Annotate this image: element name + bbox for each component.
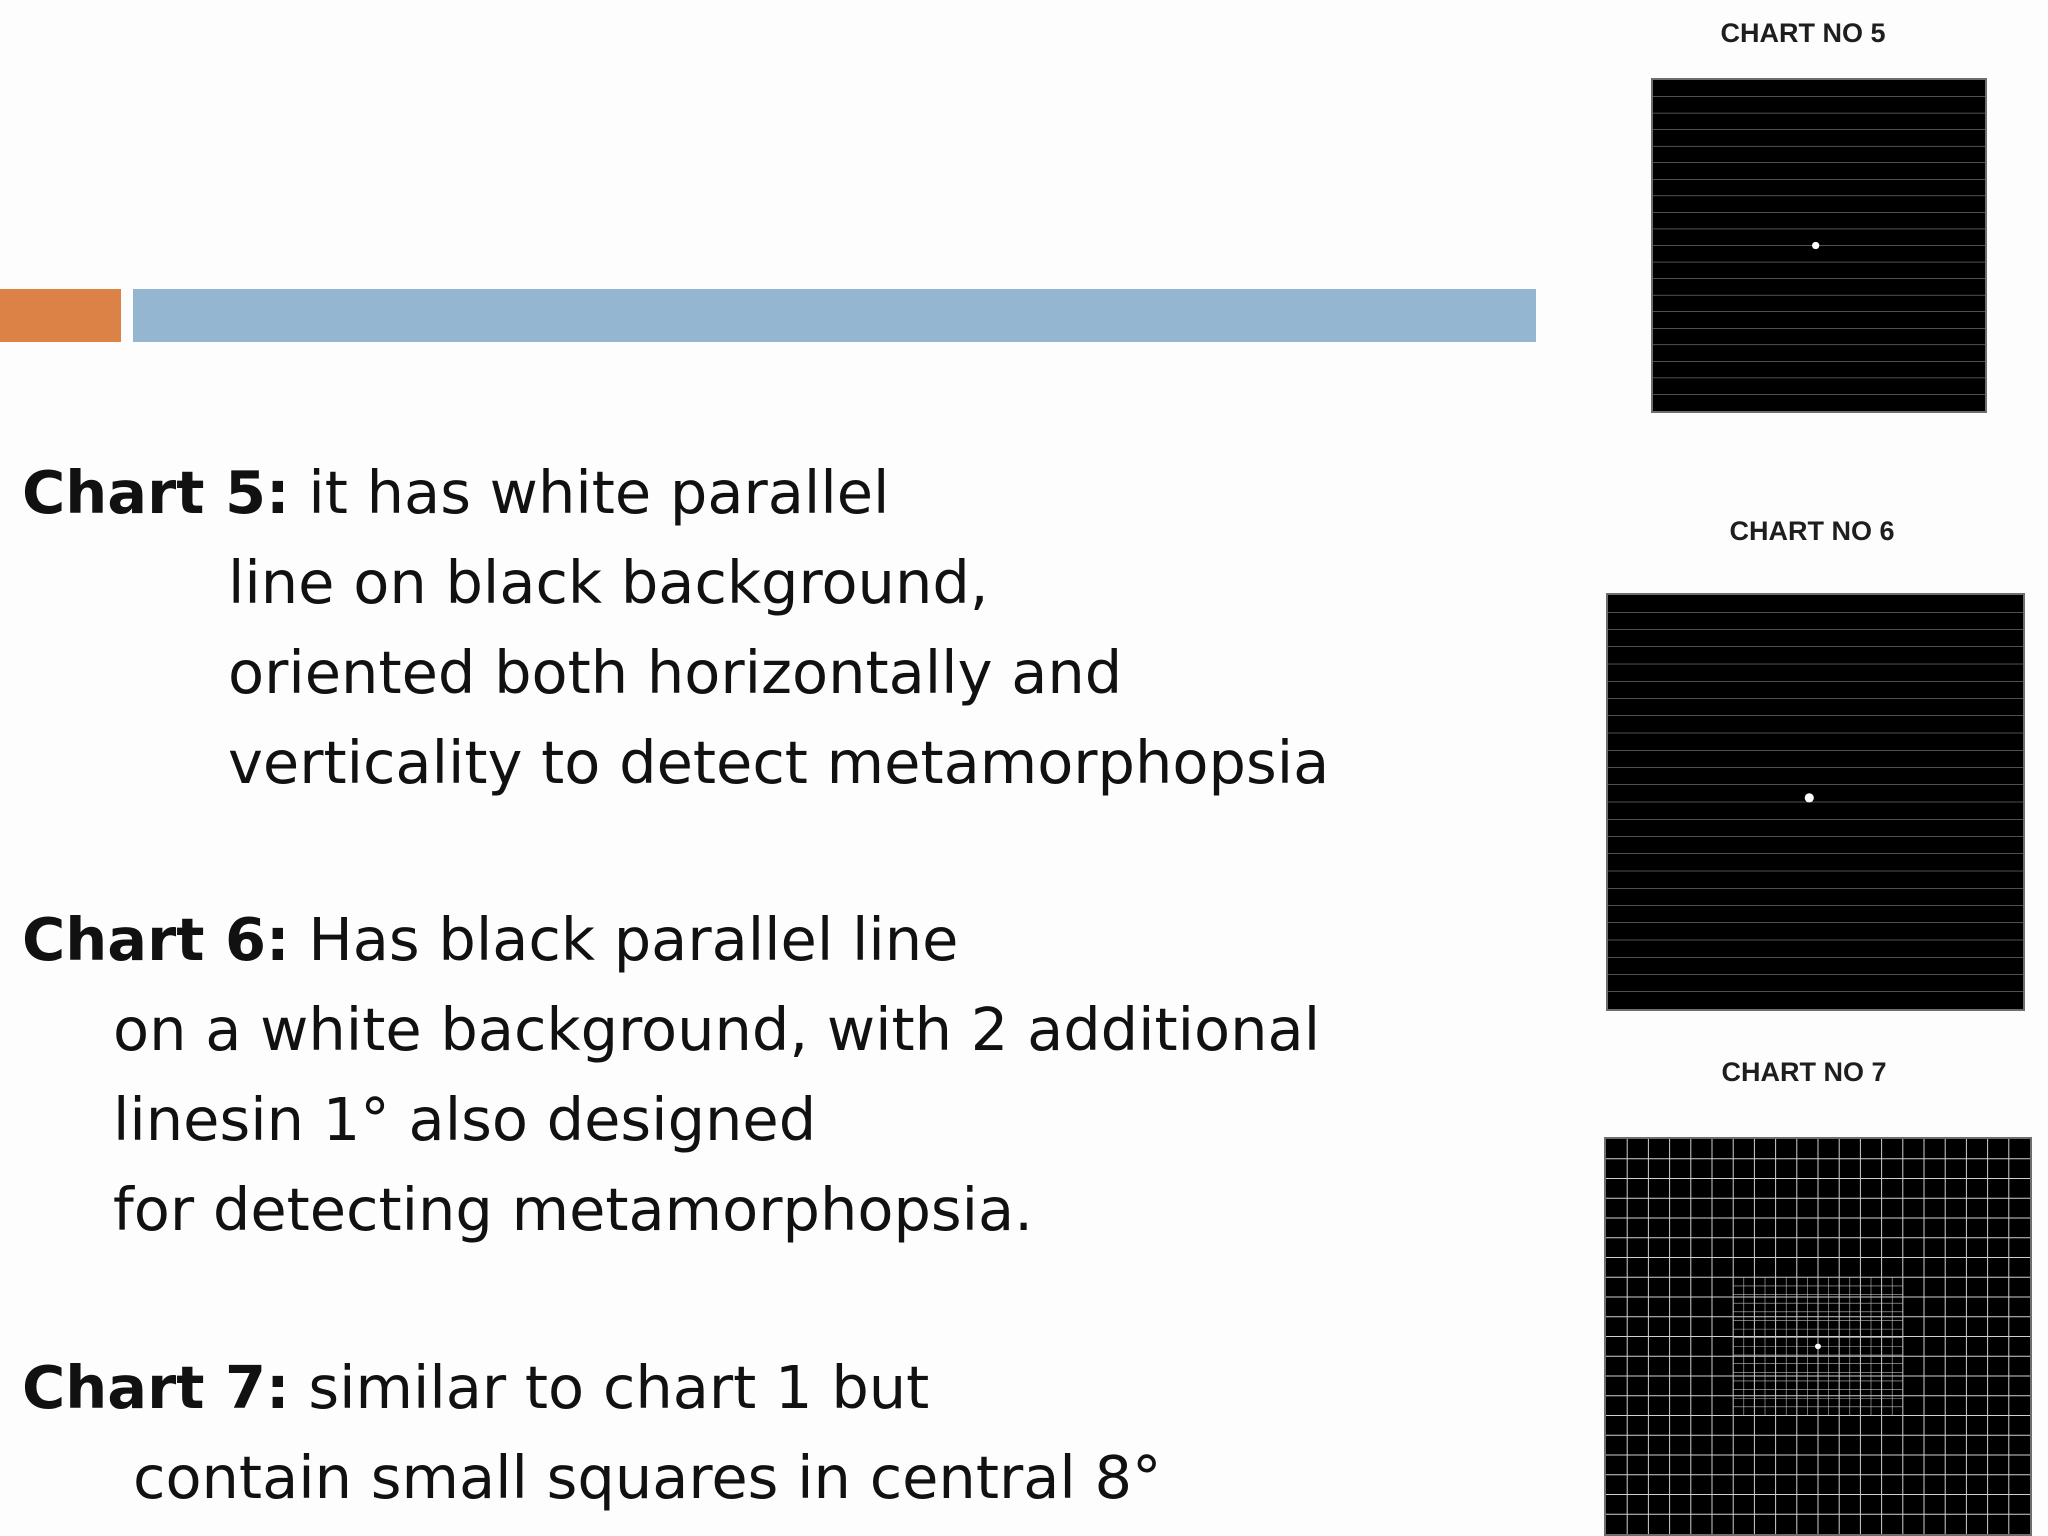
title-accent-blue-bar [133, 289, 1536, 342]
chart7-image [1604, 1137, 2032, 1536]
chart5-line-4: verticality to detect metamorphopsia [228, 728, 1330, 797]
chart5-caption: CHART NO 5 [1720, 18, 1886, 48]
chart6-line-1-text: Has black parallel line [289, 905, 959, 974]
chart6-image [1606, 593, 2025, 1011]
chart6-line-3: linesin 1° also designed [113, 1085, 817, 1154]
chart7-lead: Chart 7: [22, 1353, 290, 1422]
chart5-fixation-dot [1812, 242, 1819, 249]
chart5-line-2: line on black background, [228, 548, 989, 617]
chart7-description [22, 1343, 1162, 1523]
chart7-line-2: contain small squares in central 8° [133, 1443, 1162, 1512]
chart7-fixation-dot [1815, 1344, 1821, 1350]
chart6-description [22, 895, 1320, 1255]
chart6-line-4: for detecting metamorphopsia. [113, 1175, 1033, 1244]
chart6-line-1 [22, 895, 1320, 985]
chart5-line-pattern [1653, 80, 1985, 411]
chart7-line-1 [22, 1343, 1162, 1433]
chart5-line-1-text: it has white parallel [289, 458, 890, 527]
chart5-lead: Chart 5: [22, 458, 290, 527]
chart5-line-1 [22, 448, 1329, 538]
chart7-caption: CHART NO 7 [1721, 1057, 1887, 1087]
chart6-fixation-dot [1805, 793, 1814, 802]
title-accent-orange-bar [0, 289, 121, 342]
chart6-line-pattern [1608, 595, 2023, 1009]
chart6-lead: Chart 6: [22, 905, 290, 974]
chart7-line-1-text: similar to chart 1 but [289, 1353, 930, 1422]
chart7-grid-pattern [1606, 1139, 2030, 1534]
chart5-description [22, 448, 1329, 808]
chart5-image [1651, 78, 1987, 413]
chart6-line-2: on a white background, with 2 additional [113, 995, 1321, 1064]
chart5-line-3: oriented both horizontally and [228, 638, 1123, 707]
chart6-caption: CHART NO 6 [1729, 516, 1895, 546]
